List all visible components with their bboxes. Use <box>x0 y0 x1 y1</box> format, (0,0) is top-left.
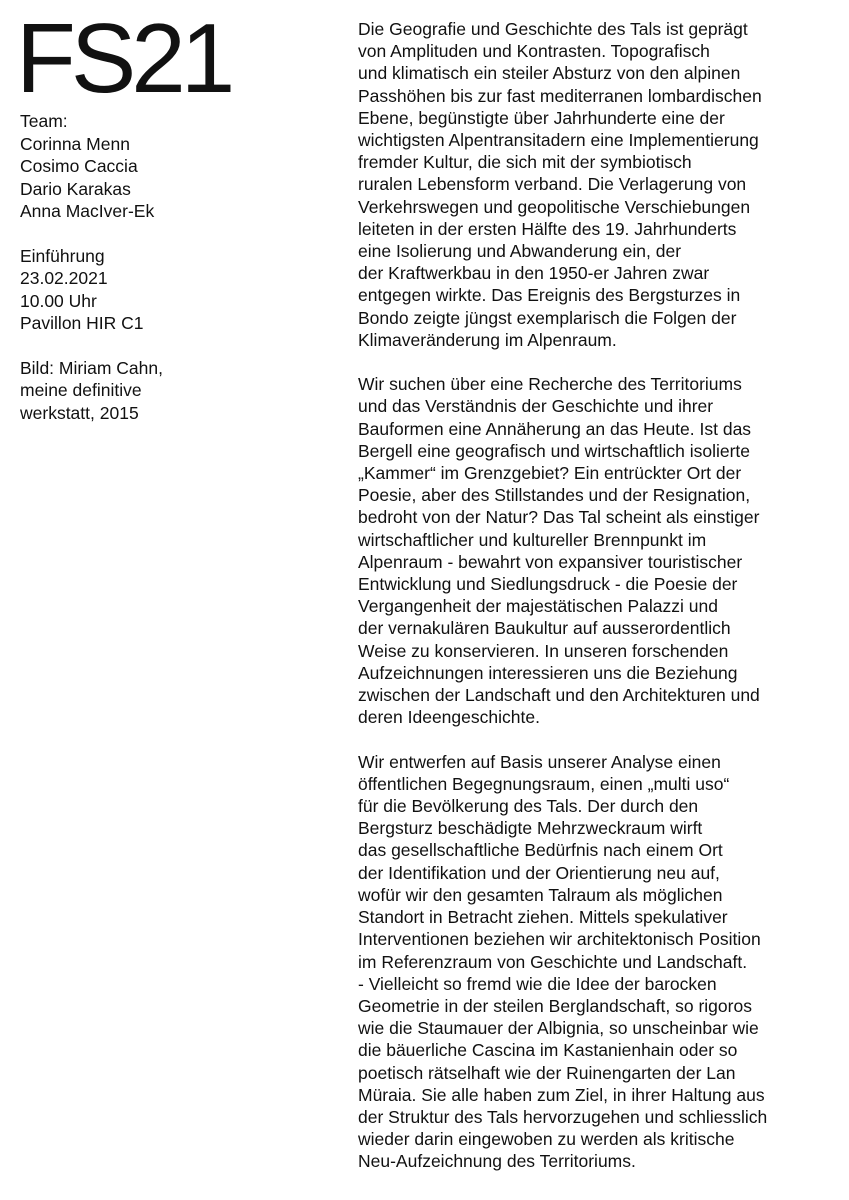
event-block <box>20 245 320 335</box>
team-member: Corinna Menn <box>20 133 130 154</box>
body-line: das gesellschaftliche Bedürfnis nach einem Ort <box>358 840 723 861</box>
body-line: poetisch rätselhaft wie der Ruinengarten der Lan <box>358 1062 736 1083</box>
body-line: Geometrie in der steilen Berglandschaft, so rigoros <box>358 995 752 1016</box>
body-line: Müraia. Sie alle haben zum Ziel, in ihrer Haltung aus <box>358 1084 765 1105</box>
body-line: Bergsturz beschädigte Mehrzweckraum wirft <box>358 818 703 839</box>
team-label: Team: <box>20 111 68 131</box>
team-member: Dario Karakas <box>20 178 131 199</box>
body-line: Bauformen eine Annäherung an das Heute. Ist das <box>358 418 752 439</box>
body-line: bedroht von der Natur? Das Tal scheint als einstiger <box>358 507 760 528</box>
image-credit-line: werkstatt, 2015 <box>20 402 139 423</box>
body-line: wichtigsten Alpentransitadern eine Implementierung <box>358 130 759 151</box>
body-line: wieder darin eingewoben zu werden als kritische <box>358 1129 735 1150</box>
body-line: im Referenzraum von Geschichte und Landschaft. <box>358 951 748 972</box>
sidebar-info <box>16 3 320 446</box>
body-line: wie die Staumauer der Albignia, so unscheinbar wie <box>358 1018 759 1039</box>
body-line: Wir entwerfen auf Basis unserer Analyse einen <box>358 751 721 772</box>
body-line: der vernakulären Baukultur auf ausserordentlich <box>358 618 731 639</box>
body-line: Die Geografie und Geschichte des Tals ist geprägt <box>358 19 748 39</box>
body-line: Ebene, begünstigte über Jahrhunderte eine der <box>358 107 725 128</box>
event-label: Einführung <box>20 245 105 266</box>
body-line: und klimatisch ein steiler Absturz von den alpinen <box>358 63 741 84</box>
team-member: Cosimo Caccia <box>20 156 138 176</box>
body-line: für die Bevölkerung des Tals. Der durch den <box>358 796 699 817</box>
body-line: der Struktur des Tals hervorzugehen und schliesslich <box>358 1106 768 1127</box>
body-paragraph <box>358 751 838 1173</box>
body-line: Aufzeichnungen interessieren uns die Beziehung <box>358 662 738 683</box>
body-line: Alpenraum - bewahrt von expansiver touristischer <box>358 551 743 572</box>
image-credit-line: Bild: Miriam Cahn, <box>20 357 163 378</box>
body-line: zwischen der Landschaft und den Architekturen und <box>358 685 760 706</box>
image-credit-line: meine definitive <box>20 380 142 400</box>
body-line: und das Verständnis der Geschichte und ihrer <box>358 396 714 417</box>
body-line: deren Ideengeschichte. <box>358 707 540 728</box>
body-text <box>358 18 838 1195</box>
body-line: entgegen wirkte. Das Ereignis des Bergsturzes in <box>358 285 741 306</box>
body-line: Klimaveränderung im Alpenraum. <box>358 329 617 350</box>
team-block <box>20 110 320 223</box>
body-line: von Amplituden und Kontrasten. Topografisch <box>358 41 710 62</box>
body-line: fremder Kultur, die sich mit der symbiotisch <box>358 152 692 173</box>
body-line: der Identifikation und der Orientierung neu auf, <box>358 862 720 883</box>
event-date: 23.02.2021 <box>20 268 108 288</box>
body-line: Vergangenheit der majestätischen Palazzi und <box>358 596 718 617</box>
body-line: Wir suchen über eine Recherche des Territoriums <box>358 374 742 395</box>
body-line: Weise zu konservieren. In unseren forschenden <box>358 640 729 661</box>
body-line: leiteten in der ersten Hälfte des 19. Jahrhunderts <box>358 218 737 239</box>
event-location: Pavillon HIR C1 <box>20 313 144 333</box>
team-member: Anna MacIver-Ek <box>20 201 155 221</box>
body-line: Neu-Aufzeichnung des Territoriums. <box>358 1151 636 1172</box>
event-time: 10.00 Uhr <box>20 290 97 311</box>
body-line: Verkehrswegen und geopolitische Verschiebungen <box>358 196 751 217</box>
body-line: Standort in Betracht ziehen. Mittels spekulativer <box>358 907 728 928</box>
body-line: Entwicklung und Siedlungsdruck - die Poesie der <box>358 574 738 595</box>
body-line: - Vielleicht so fremd wie die Idee der barocken <box>358 973 717 994</box>
body-line: öffentlichen Begegnungsraum, einen „multi uso“ <box>358 773 730 794</box>
page-title: FS21 <box>16 3 231 113</box>
body-line: ruralen Lebensform verband. Die Verlagerung von <box>358 174 747 195</box>
body-line: wirtschaftlicher und kultureller Brennpunkt im <box>358 529 707 550</box>
body-line: Interventionen beziehen wir architektonisch Position <box>358 929 761 950</box>
body-line: die bäuerliche Cascina im Kastanienhain oder so <box>358 1040 738 1061</box>
body-line: wofür wir den gesamten Talraum als möglichen <box>358 884 723 905</box>
body-line: der Kraftwerkbau in den 1950-er Jahren zwar <box>358 263 710 284</box>
image-credit-block <box>20 357 320 425</box>
body-line: Bondo zeigte jüngst exemplarisch die Folgen der <box>358 307 737 328</box>
body-paragraph <box>358 18 838 351</box>
body-line: Bergell eine geografisch und wirtschaftlich isolierte <box>358 440 751 461</box>
body-line: eine Isolierung und Abwanderung ein, der <box>358 241 682 262</box>
body-line: Poesie, aber des Stillstandes und der Resignation, <box>358 485 751 506</box>
body-line: „Kammer“ im Grenzgebiet? Ein entrückter Ort der <box>358 463 742 484</box>
body-line: Passhöhen bis zur fast mediterranen lombardischen <box>358 85 762 106</box>
body-paragraph <box>358 373 838 728</box>
